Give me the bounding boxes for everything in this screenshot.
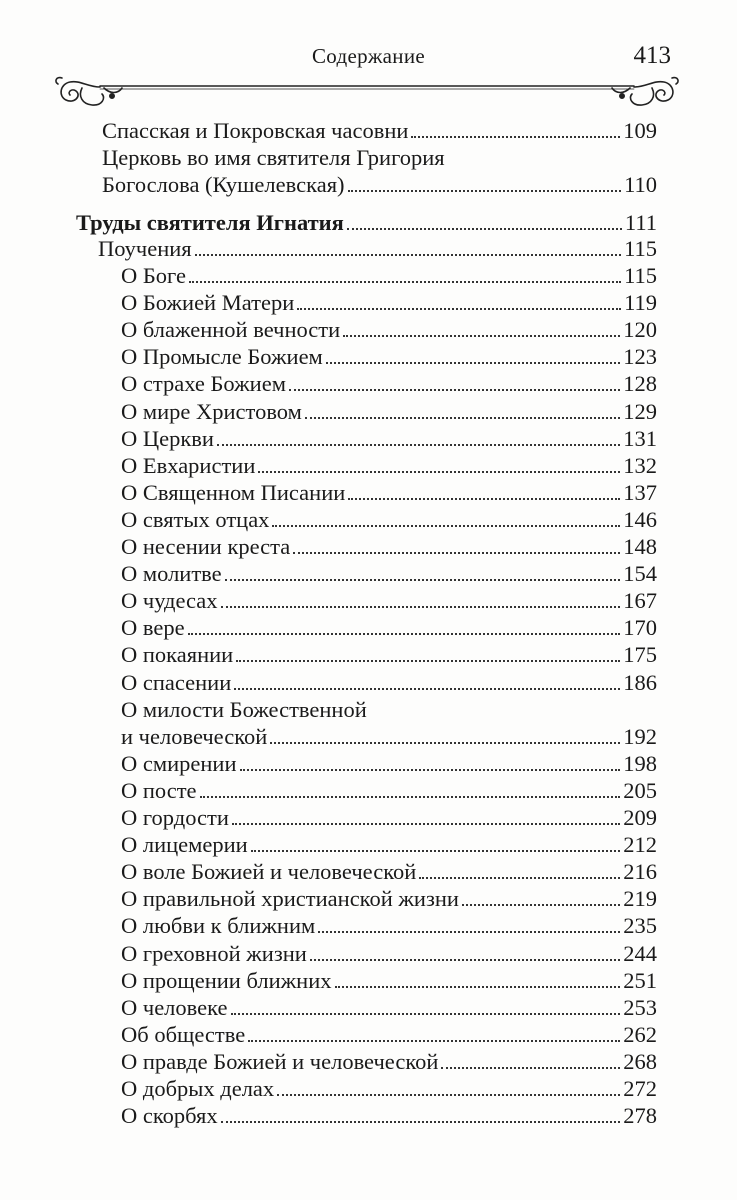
toc-item-title: О воле Божией и человеческой — [121, 859, 417, 885]
dot-leader — [225, 579, 621, 581]
dot-leader — [297, 308, 621, 310]
toc-item — [121, 804, 657, 831]
toc-item — [121, 912, 657, 939]
toc-section — [76, 209, 657, 236]
dot-leader — [305, 417, 620, 419]
toc-item-title-line: О милости Божественной — [121, 696, 367, 722]
toc-item-page: 170 — [623, 615, 657, 641]
toc-item-page: 137 — [623, 479, 657, 505]
toc-subsection-title: Поучения — [98, 236, 192, 261]
ornament-divider-icon — [52, 72, 682, 112]
toc-item-page: 120 — [623, 317, 657, 343]
toc-item-title: О человеке — [121, 994, 228, 1020]
toc-item — [121, 1102, 657, 1129]
dot-leader — [310, 959, 620, 961]
toc-item-page: 219 — [623, 886, 657, 912]
toc-item-title: О прощении ближних — [121, 967, 332, 993]
toc-item — [121, 425, 657, 452]
toc-subsection — [98, 235, 657, 262]
toc-entry-title: Богослова (Кушелевская) — [102, 172, 345, 197]
toc-item-title: О страхе Божием — [121, 371, 286, 397]
toc-item-page: 119 — [624, 290, 657, 316]
toc-item-title: О мире Христовом — [121, 398, 302, 424]
dot-leader — [419, 877, 620, 879]
toc-item-title: О правде Божией и человеческой — [121, 1048, 439, 1074]
toc-item-title: О лицемерии — [121, 832, 248, 858]
toc-item-title: О Боге — [121, 263, 186, 288]
toc-item — [121, 614, 657, 641]
toc-item — [121, 289, 657, 316]
toc-item — [121, 370, 657, 397]
toc-item — [121, 967, 657, 994]
dot-leader — [318, 931, 620, 933]
dot-leader — [277, 1094, 620, 1096]
toc-item-page: 128 — [623, 371, 657, 397]
toc-entry — [102, 171, 657, 198]
toc-item-page: 154 — [623, 561, 657, 587]
toc-item-page: 251 — [623, 967, 657, 993]
toc-entry-title-line: Церковь во имя святителя Григория — [102, 145, 445, 170]
dot-leader — [347, 228, 622, 230]
toc-item-page: 262 — [623, 1021, 657, 1047]
toc-item-page: 132 — [623, 452, 657, 478]
toc-item — [121, 858, 657, 885]
toc-item-page: 198 — [623, 750, 657, 776]
toc-item-page: 129 — [623, 398, 657, 424]
toc-item-page: 216 — [623, 859, 657, 885]
dot-leader — [326, 362, 620, 364]
toc-item-title: О Евхаристии — [121, 452, 256, 478]
toc-item-page: 148 — [623, 534, 657, 559]
dot-leader — [293, 552, 620, 554]
toc-item-title: О чудесах — [121, 588, 218, 614]
dot-leader — [272, 525, 620, 527]
dot-leader — [232, 823, 620, 825]
toc-item-title: О молитве — [121, 561, 222, 587]
toc-item-page: 115 — [624, 263, 657, 288]
toc-item — [121, 587, 657, 614]
dot-leader — [411, 136, 620, 138]
toc-item-title: О смирении — [121, 750, 237, 776]
dot-leader — [258, 471, 620, 473]
running-head — [0, 44, 737, 74]
toc-item-title: О вере — [121, 615, 185, 641]
toc-item — [121, 506, 657, 533]
toc-item — [121, 994, 657, 1021]
dot-leader — [221, 1121, 621, 1123]
toc-item-page: 212 — [623, 832, 657, 858]
dot-leader — [236, 660, 620, 662]
toc-item-title: О блаженной вечности — [121, 317, 341, 343]
toc-item-page: 192 — [623, 723, 657, 749]
toc-item — [121, 831, 657, 858]
toc-entry — [102, 117, 657, 144]
toc-entry-page: 109 — [623, 118, 657, 143]
toc-item-page: 131 — [623, 425, 657, 451]
dot-leader — [234, 688, 620, 690]
toc-item-title: О Священном Писании — [121, 479, 346, 505]
toc-item — [121, 1021, 657, 1048]
toc-item-page: 167 — [623, 588, 657, 614]
toc-item — [121, 316, 657, 343]
toc-item — [121, 723, 657, 750]
toc-item — [121, 940, 657, 967]
toc-item-title: О спасении — [121, 669, 232, 695]
toc-entry-page: 110 — [624, 172, 657, 197]
toc-item-page: 209 — [623, 805, 657, 830]
toc-section-page: 111 — [624, 210, 657, 235]
dot-leader — [270, 742, 620, 744]
toc-item — [121, 641, 657, 668]
toc-item-page: 268 — [623, 1048, 657, 1074]
toc-item-page: 186 — [623, 669, 657, 695]
toc-item-title: О Божией Матери — [121, 290, 295, 316]
toc-item-page: 123 — [623, 344, 657, 370]
toc-item-title: О скорбях — [121, 1103, 218, 1129]
dot-leader — [188, 633, 621, 635]
toc-item-title: О добрых делах — [121, 1076, 275, 1101]
toc-item-page: 205 — [623, 777, 657, 803]
toc-item-title: О покаянии — [121, 642, 234, 668]
dot-leader — [248, 1040, 620, 1042]
toc-item-title: О святых отцах — [121, 506, 270, 532]
toc-item-page: 272 — [623, 1076, 657, 1101]
toc-item — [121, 262, 657, 289]
dot-leader — [217, 444, 620, 446]
dot-leader — [289, 389, 620, 391]
toc-item — [121, 1048, 657, 1075]
dot-leader — [343, 335, 620, 337]
toc-item-page: 253 — [623, 994, 657, 1020]
dot-leader — [335, 986, 621, 988]
dot-leader — [348, 190, 622, 192]
toc-item — [121, 1075, 657, 1102]
toc-section-title: Труды святителя Игнатия — [76, 210, 344, 235]
dot-leader — [195, 254, 621, 256]
toc-item-title: и человеческой — [121, 723, 268, 749]
toc-item — [121, 885, 657, 912]
toc-item — [121, 669, 657, 696]
page-number: 413 — [633, 42, 671, 69]
toc-item-page: 244 — [623, 940, 657, 966]
toc-item — [121, 750, 657, 777]
dot-leader — [189, 281, 621, 283]
toc-item-page: 146 — [623, 506, 657, 532]
toc-item-title: О Церкви — [121, 425, 214, 451]
toc-item — [121, 533, 657, 560]
toc-item — [121, 343, 657, 370]
toc-item-page: 175 — [623, 642, 657, 668]
dot-leader — [462, 904, 620, 906]
toc-item-title: О гордости — [121, 805, 229, 830]
toc-item — [121, 479, 657, 506]
toc-item-title: О греховной жизни — [121, 940, 307, 966]
dot-leader — [441, 1067, 620, 1069]
toc-item-title: О любви к ближним — [121, 913, 316, 939]
toc-item-title: Об обществе — [121, 1021, 246, 1047]
toc-item — [121, 560, 657, 587]
dot-leader — [231, 1013, 621, 1015]
toc-subsection-page: 115 — [624, 236, 657, 261]
dot-leader — [348, 498, 620, 500]
dot-leader — [221, 606, 621, 608]
dot-leader — [200, 796, 621, 798]
toc-item — [121, 777, 657, 804]
toc-entry-title: Спасская и Покровская часовни — [102, 118, 409, 143]
dot-leader — [251, 850, 621, 852]
toc-item-title: О посте — [121, 777, 197, 803]
section-title: Содержание — [311, 44, 426, 68]
toc-item — [121, 398, 657, 425]
toc-item-page: 278 — [623, 1103, 657, 1129]
toc-item — [121, 452, 657, 479]
dot-leader — [240, 769, 621, 771]
toc-item-page: 235 — [623, 913, 657, 939]
toc-item-title: О несении креста — [121, 534, 291, 559]
toc-item-title: О Промысле Божием — [121, 344, 323, 370]
toc-item-title: О правильной христианской жизни — [121, 886, 459, 912]
